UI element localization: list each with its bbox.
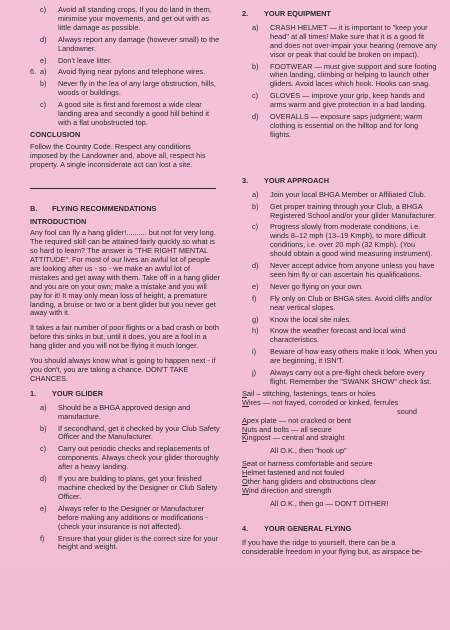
item-label: a) <box>40 402 47 412</box>
section-number: 3. <box>242 175 249 185</box>
item-label: c) <box>252 222 259 232</box>
item-label: d) <box>252 112 259 122</box>
item-text: Always carry out a pre-flight check before every flight. Remember the "SWANK SHOW" check list. <box>270 368 432 386</box>
checklist-text: ail – stitching, fastenings, tears or holes <box>246 388 376 398</box>
item-label: b) <box>40 79 47 89</box>
checklist-continuation: sound <box>396 406 417 416</box>
item-label: e) <box>40 503 47 513</box>
item-text: GLOVES — improve your grip, keep hands and arms warm and give protection in a bad landing. <box>270 91 427 110</box>
item-text: Know the local site rules. <box>270 314 352 324</box>
checklist-initial: O <box>242 477 248 487</box>
list-item <box>252 316 437 325</box>
item-label: f) <box>252 293 257 303</box>
item-label: b) <box>252 201 259 211</box>
list-item <box>252 348 437 366</box>
list-item <box>40 57 220 66</box>
checklist-initial: A <box>242 415 247 425</box>
item-label: h) <box>252 326 259 336</box>
item-text: Fly only on Club or BHGA sites. Avoid cliffs and/or near vertical slopes. <box>270 293 433 312</box>
checklist-initial: W <box>242 485 249 495</box>
item-label: a) <box>40 67 47 77</box>
list-item <box>252 223 437 259</box>
list-item <box>252 63 437 90</box>
item-text: Always refer to the Designer or Manufacturer before making any additions or modifications - (check your insurance is not affected). <box>58 503 208 531</box>
checklist-ok-line: All O.K., then "hook up" <box>270 446 347 456</box>
item-label: b) <box>40 423 47 433</box>
checklist-text: pex plate — not cracked or bent <box>246 415 352 425</box>
item-text: A good site is first and foremost a wide clear landing area and secondly a good hill behind it with a flat unobstructed top. <box>58 100 210 127</box>
list-item <box>252 327 437 345</box>
item-text: Ensure that your glider is the correct size for your height and weight. <box>58 533 218 552</box>
item-text: Beware of how easy others make it look. When you are beginning, it ISN'T. <box>270 347 437 366</box>
item-text: Join your local BHGA Member or Affiliated Club. <box>270 189 426 199</box>
section-b-heading <box>30 205 220 214</box>
checklist-initial: N <box>242 424 248 434</box>
checklist-text: ingpost — central and straight <box>246 433 345 443</box>
checklist-text: eat or harness comfortable and secure <box>246 459 373 469</box>
conclusion-heading: CONCLUSION <box>30 129 81 139</box>
checklist-text: ther hang gliders and obstructions clear <box>247 477 377 487</box>
checklist-text: elmet fastened and not fouled <box>247 468 345 478</box>
spacer <box>242 143 437 173</box>
list-item <box>40 101 220 128</box>
list-item <box>40 505 220 532</box>
item-text: Never go flying on your own. <box>270 281 364 291</box>
item-label: b) <box>252 61 259 71</box>
item-text: Avoid flying near pylons and telephone wires. <box>58 67 206 77</box>
section-divider <box>30 188 216 189</box>
item-text: Never accept advice from anyone unless you have seen him fly or can ascertain his qualifications. <box>270 261 435 279</box>
list-item <box>252 113 437 140</box>
item-text: Don't leave litter. <box>58 55 113 65</box>
checklist-text: uts and bolts — all secure <box>247 424 332 434</box>
item-label: a) <box>252 22 259 32</box>
list-item <box>40 535 220 553</box>
item-label: g) <box>252 314 259 324</box>
list-item <box>252 92 437 110</box>
list-item <box>252 24 437 60</box>
item-label: e) <box>40 55 47 65</box>
left-column <box>30 6 220 555</box>
intro-paragraph: Any fool can fly a hang glider!.......... but not for very long. The required skill can be attained fairly quickly so what is so hard to learn? The answer is "THE RIGHT MENTAL ATTITUDE". For most of our lives an awful lot of people are looking after us - so - we make an awful lot of mistakes and get away with them. Take off in a hang glider and you are on your own; make a mistake and you will pay for it! It may only mean loss of height, a premature landing, a bruise or two or a bent glider but you never get away with it. <box>30 228 220 318</box>
item-text: Avoid all standing crops. If you do land in them, minimise your movements, and get out with as little damage as possible. <box>58 5 212 32</box>
list-item <box>252 295 437 313</box>
section-number: 4. <box>242 523 249 533</box>
item-label: c) <box>40 444 47 454</box>
checklist-initial: H <box>242 468 248 478</box>
item-label: e) <box>252 281 259 291</box>
list-item <box>40 80 220 98</box>
checklist-text: ind direction and strength <box>248 485 332 495</box>
item-label: d) <box>40 34 47 44</box>
glider-heading <box>30 390 220 399</box>
checklist-initial: W <box>242 397 249 407</box>
item-label: i) <box>252 347 257 357</box>
list-item <box>40 404 220 422</box>
item-text: Know the weather forecast and local wind characteristics. <box>270 326 406 345</box>
item-text: Get proper training through your Club, a BHGA Registered School and/or your glider Manufacturer. <box>270 201 437 220</box>
item-text: If you are building to plans, get your finished machine checked by the Designer or Club Safety Officer. <box>58 474 218 501</box>
section-title: YOUR GLIDER <box>52 388 104 398</box>
section-number: 1. <box>30 388 37 398</box>
checklist-line <box>242 434 437 443</box>
item-label: c) <box>252 91 259 101</box>
introduction-heading: INTRODUCTION <box>30 217 87 227</box>
item-label: c) <box>40 5 47 14</box>
list-item <box>40 475 220 502</box>
item-text: FOOTWEAR — must give support and sure footing when landing, climbing or helping to launch other gliders. Avoid laces which hook. Hooks can snag. <box>270 61 437 89</box>
item-text: CRASH HELMET — it is important to "keep your head" at all times! Make sure that it is a good fit and does not over-impair your hearing (remove any visor or peak that could be broken on impact). <box>270 22 437 59</box>
swank-show-checklist <box>242 390 437 509</box>
item-label: j) <box>252 368 257 378</box>
item-label: d) <box>40 474 47 484</box>
item-text: OVERALLS — exposure saps judgment; warm clothing is essential on the hilltop and for long flights. <box>270 112 423 139</box>
list-item-six <box>30 68 220 77</box>
item-label: d) <box>252 261 259 271</box>
item-text: Progress slowly from moderate conditions, i.e. winds 8–12 mph (13–19 Kmph), to more difficult conditions, i.e. over 20 mph (32 Kmph). (You should obtain a good wind measuring instrument). <box>270 222 433 259</box>
section-title: FLYING RECOMMENDATIONS <box>52 203 157 213</box>
right-column <box>242 6 437 563</box>
item-text: Carry out periodic checks and replacements of components. Always check your glider thoroughly after a heavy landing. <box>58 444 219 472</box>
intro-paragraph: You should always know what is going to happen next - if you don't, you are taking a chance. DON'T TAKE CHANCES. <box>30 356 216 383</box>
list-item <box>40 6 220 33</box>
section-number: 2. <box>242 9 249 18</box>
list-item <box>40 445 220 472</box>
item-text: Always report any damage (however small) to the Landowner. <box>58 34 220 53</box>
checklist-text: ires — not frayed, corroded or kinked, ferrules <box>248 397 399 407</box>
list-item <box>252 262 437 280</box>
list-item <box>252 191 437 200</box>
list-item <box>252 283 437 292</box>
section-title: YOUR GENERAL FLYING <box>264 523 352 533</box>
checklist-initial: K <box>242 433 247 443</box>
checklist-ok-line: All O.K., then go — DON'T DITHER! <box>270 498 389 508</box>
conclusion-text: Follow the Country Code. Respect any conditions imposed by the Landowner and, above all, respect his property. A single inconsiderate act can lost a site. <box>30 141 206 169</box>
list-item <box>40 425 220 443</box>
approach-heading <box>242 177 437 186</box>
item-number: 6. <box>30 67 37 77</box>
item-text: If secondhand, get it checked by your Club Safety Officer and the Manufacturer. <box>58 423 220 442</box>
section-title: YOUR EQUIPMENT <box>264 9 331 18</box>
spacer <box>242 509 437 521</box>
item-text: Should be a BHGA approved design and manufacture. <box>58 402 191 421</box>
item-label: f) <box>40 533 45 543</box>
section-number: B. <box>30 203 38 213</box>
list-item <box>252 203 437 221</box>
item-label: c) <box>40 100 47 110</box>
item-label: a) <box>252 189 259 199</box>
list-item <box>252 369 437 387</box>
equipment-heading <box>242 10 437 19</box>
item-text: Never fly in the lea of any large obstruction, hills, woods or buildings. <box>58 79 216 98</box>
general-flying-text: If you have the ridge to yourself, there can be a considerable freedom in your flying but, as airspace be- <box>242 537 423 556</box>
list-item <box>40 36 220 54</box>
checklist-line <box>242 487 437 496</box>
checklist-initial: S <box>242 388 247 398</box>
intro-paragraph: It takes a fair number of poor flights or a bad crash or both before this sinks in but, until it does, you are a fool in a hang glider and you will not be flying it much longer. <box>30 323 219 351</box>
checklist-initial: S <box>242 459 247 469</box>
section-title: YOUR APPROACH <box>264 175 330 185</box>
general-flying-heading <box>242 525 437 534</box>
